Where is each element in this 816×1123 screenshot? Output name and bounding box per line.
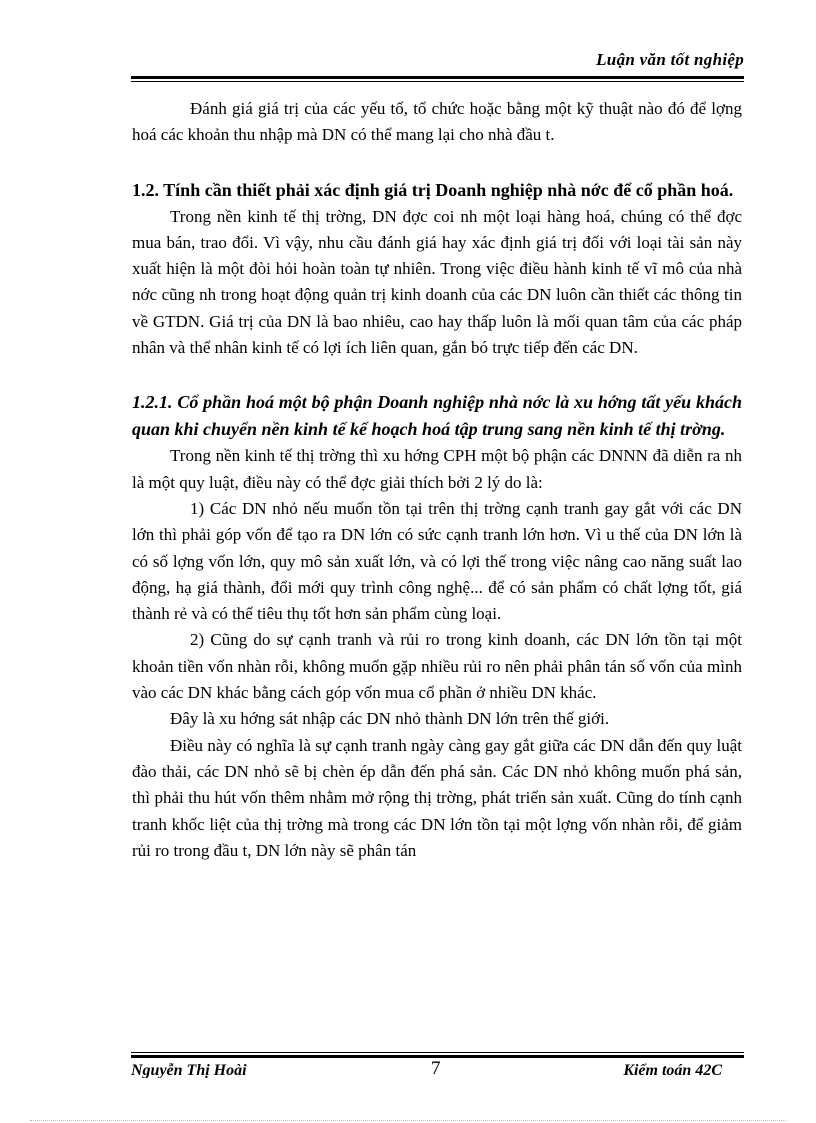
footer-class: Kiểm toán 42C [623,1062,722,1078]
section-heading: 1.2. Tính cần thiết phải xác định giá trị Doanh nghiệp nhà nớc để cổ phần hoá. [132,179,734,200]
subsection-heading: 1.2.1. Cổ phần hoá một bộ phận Doanh nghiệp nhà nớc là xu hớng tất yếu khách quan khi chuyển nền kinh tế kế hoạch hoá tập trung sang nền kinh tế thị trờng. [132,392,742,440]
footer-author: Nguyễn Thị Hoài [131,1062,247,1078]
header-rule-thin [131,81,744,82]
page-bottom-divider [30,1120,786,1121]
paragraph: Trong nền kinh tế thị trờng, DN đợc coi nh một loại hàng hoá, chúng có thể đợc mua bán, trao đổi. Vì vậy, nhu cầu đánh giá hay xác định giá trị đối với loại tài sản này xuất hiện là một đòi hỏi hoàn toàn tự nhiên. Trong việc điều hành kinh tế vĩ mô của nhà nớc cũng nh trong hoạt động quản trị kinh doanh của các DN luôn cần thiết các thông tin về GTDN. Giá trị của DN là bao nhiêu, cao hay thấp luôn là mối quan tâm của các pháp nhân và thể nhân kinh tế có lợi ích liên quan, gắn bó trực tiếp đến các DN. [132,206,742,358]
header-rule [131,76,744,79]
numbered-item: 1) Các DN nhỏ nếu muốn tồn tại trên thị trờng cạnh tranh gay gắt với các DN lớn thì phải góp vốn để tạo ra DN lớn có sức cạnh tranh lớn hơn. Vì u thế của DN lớn là có số lợng vốn lớn, quy mô sản xuất lớn, và có lợi thế trong việc nâng cao năng suất lao động, hạ giá thành, đổi mới quy trình công nghệ... để có sản phẩm có chất lợng tốt, giá thành rẻ và có thể tiêu thụ tốt hơn sản phẩm cùng loại. [132,498,742,624]
header-title: Luận văn tốt nghiệp [596,50,744,69]
page-number: 7 [431,1058,441,1079]
paragraph: Điều này có nghĩa là sự cạnh tranh ngày càng gay gắt giữa các DN dẫn đến quy luật đào thải, các DN nhỏ sẽ bị chèn ép dẫn đến phá sản. Các DN nhỏ không muốn phá sản, thì phải thu hút vốn thêm nhằm mở rộng thị trờng, phát triển sản xuất. Cũng do tính cạnh tranh khốc liệt của thị trờng mà trong các DN lớn tồn tại một lợng vốn nhàn rỗi, để giảm rủi ro trong đầu t, DN lớn này sẽ phân tán [132,735,742,860]
numbered-item: 2) Cũng do sự cạnh tranh và rủi ro trong kinh doanh, các DN lớn tồn tại một khoản tiền vốn nhàn rỗi, không muốn gặp nhiều rủi ro nên phải phân tán số vốn của mình vào các DN khác bằng cách góp vốn mua cổ phần ở nhiều DN khác. [132,630,742,703]
body-text [132,96,742,864]
paragraph-bullet: Đánh giá giá trị của các yếu tố, tổ chức hoặc bằng một kỹ thuật nào đó để lợng hoá các khoản thu nhập mà DN có thể mang lại cho nhà đầu t. [132,99,742,145]
paragraph: Trong nền kinh tế thị trờng thì xu hớng CPH một bộ phận các DNNN đã diễn ra nh là một quy luật, điều này có thể đợc giải thích bởi 2 lý do là: [132,446,742,492]
footer-rule-thin [131,1052,744,1053]
paragraph: Đây là xu hớng sát nhập các DN nhỏ thành DN lớn trên thế giới. [170,709,610,729]
